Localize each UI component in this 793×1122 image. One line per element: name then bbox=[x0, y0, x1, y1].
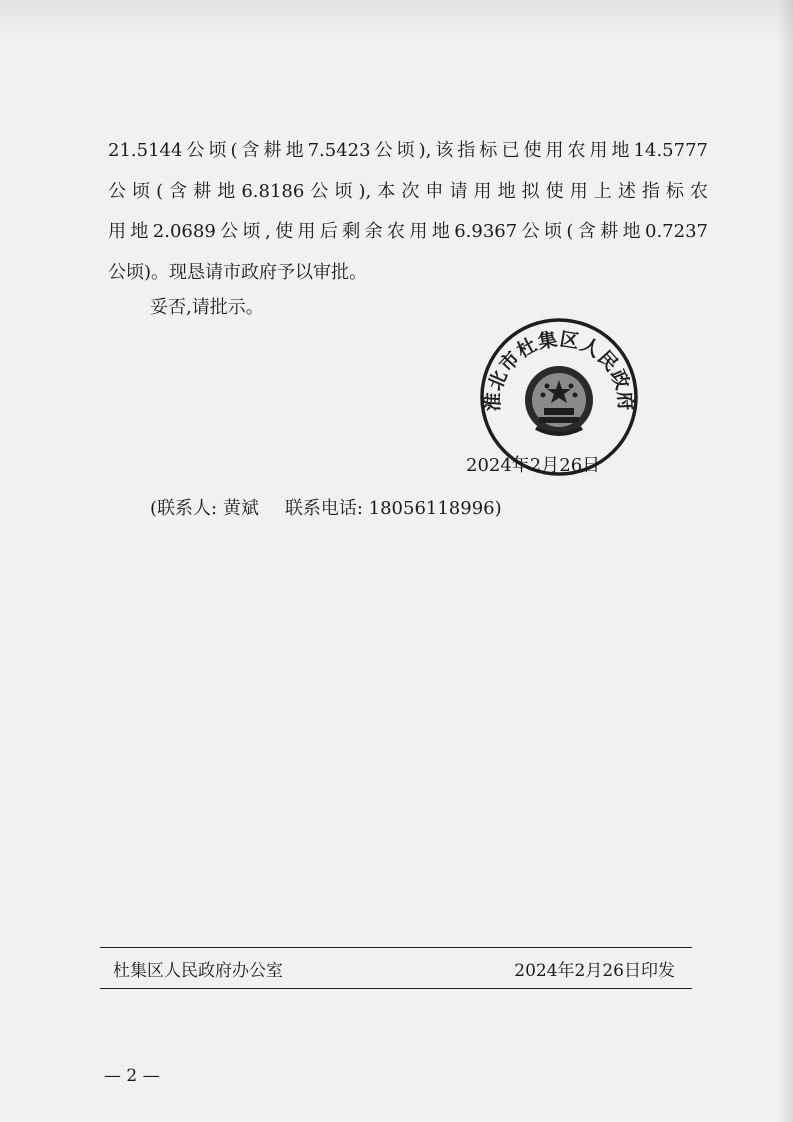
seal-text: 淮北市杜集区人民政府 bbox=[481, 328, 637, 413]
contact-info bbox=[150, 494, 502, 520]
contact-person-label: (联系人: bbox=[150, 498, 218, 519]
scan-shadow-edge bbox=[777, 0, 793, 1122]
body-line: 用地2.0689公顷,使用后剩余农用地6.9367公顷(含耕地0.7237 bbox=[108, 221, 708, 242]
national-emblem-icon bbox=[525, 366, 593, 434]
closing-request: 妥否,请批示。 bbox=[150, 297, 264, 318]
body-paragraph bbox=[108, 131, 708, 293]
page-number: — 2 — bbox=[104, 1066, 160, 1086]
contact-phone: 18056118996) bbox=[368, 498, 502, 519]
issue-date: 2024年2月26日 bbox=[466, 455, 601, 476]
footer-rule-bottom bbox=[100, 988, 692, 989]
footer-rule-top bbox=[100, 947, 692, 948]
scan-shadow-top bbox=[0, 0, 793, 40]
contact-phone-label: 联系电话: bbox=[284, 498, 363, 519]
footer-issuer: 杜集区人民政府办公室 bbox=[113, 961, 283, 981]
body-line: 公顷(含耕地6.8186公顷),本次申请用地拟使用上述指标农 bbox=[108, 180, 708, 202]
footer-print-date: 2024年2月26日印发 bbox=[514, 961, 675, 981]
contact-person-name: 黄斌 bbox=[222, 498, 259, 519]
body-line: 21.5144公顷(含耕地7.5423公顷),该指标已使用农用地14.5777 bbox=[108, 140, 708, 161]
body-line: 公顷)。现恳请市政府予以审批。 bbox=[108, 261, 368, 283]
